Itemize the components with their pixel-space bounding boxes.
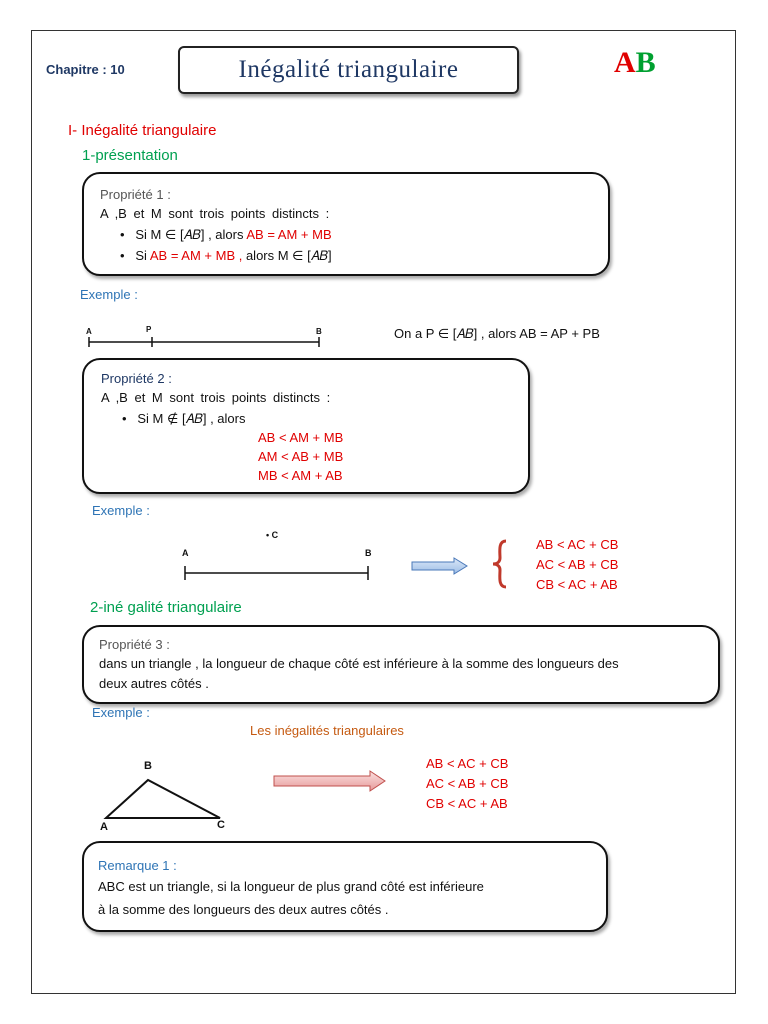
point-b-label: B <box>365 548 372 558</box>
curly-brace-icon <box>488 538 512 590</box>
property-1-bullet-1: • Si M ∈ [𝐴𝐵] , alors AB = AM + MB <box>120 227 332 242</box>
property-1-statement: A ,B et M sont trois points distincts : <box>100 206 330 221</box>
remark-line-2: à la somme des longueurs des deux autres côtés . <box>98 902 389 917</box>
triangle-abc-figure <box>96 770 232 830</box>
property-3-line-1: dans un triangle , la longueur de chaque côté est inférieure à la somme des longueurs des <box>99 656 619 671</box>
example-3-inequality-3: CB < AC + AB <box>426 796 508 811</box>
example-2-inequality-1: AB < AC + CB <box>536 537 619 552</box>
property-3-line-2: deux autres côtés . <box>99 676 209 691</box>
example-2-inequality-3: CB < AC + AB <box>536 577 618 592</box>
example-3-caption: Les inégalités triangulaires <box>250 723 404 738</box>
property-2-statement: A ,B et M sont trois points distincts : <box>101 390 331 405</box>
point-b-label: B <box>316 327 322 336</box>
example-3-inequality-1: AB < AC + CB <box>426 756 509 771</box>
arrow-right-icon <box>272 769 388 793</box>
example-3-inequality-2: AC < AB + CB <box>426 776 509 791</box>
example-3-label: Exemple : <box>92 705 150 720</box>
chapter-label: Chapitre : 10 <box>46 62 125 77</box>
example-1-label: Exemple : <box>80 287 138 302</box>
triangle-vertex-c: C <box>217 819 225 831</box>
property-2-title: Propriété 2 : <box>101 371 172 386</box>
remark-title: Remarque 1 : <box>98 858 177 873</box>
segment-ab-figure <box>180 562 374 582</box>
title-box <box>178 46 519 94</box>
arrow-right-icon <box>410 556 470 576</box>
triangle-vertex-b: B <box>144 760 152 772</box>
triangle-vertex-a: A <box>100 821 108 833</box>
segment-apb-figure <box>84 324 328 350</box>
page-title: Inégalité triangulaire <box>238 56 459 83</box>
example-2-inequality-2: AC < AB + CB <box>536 557 619 572</box>
point-p-label: P <box>146 325 152 334</box>
remark-box <box>82 841 608 932</box>
point-a-label: A <box>182 548 189 558</box>
remark-line-1: ABC est un triangle, si la longueur de plus grand côté est inférieure <box>98 879 484 894</box>
property-3-box <box>82 625 720 704</box>
property-3-title: Propriété 3 : <box>99 637 170 652</box>
subsection-presentation: 1-présentation <box>82 147 178 164</box>
section-heading: I- Inégalité triangulaire <box>68 122 217 139</box>
property-2-bullet: • Si M ∉ [𝐴𝐵] , alors <box>122 411 246 426</box>
property-1-title: Propriété 1 : <box>100 187 171 202</box>
point-c-label: • C <box>266 530 279 540</box>
ab-logo: AB <box>614 46 656 79</box>
example-2-label: Exemple : <box>92 503 150 518</box>
subsection-triangle-inequality: 2-iné galité triangulaire <box>90 599 242 616</box>
property-2-box <box>82 358 530 494</box>
property-1-box <box>82 172 610 276</box>
point-a-label: A <box>86 327 92 336</box>
example-1-statement: On a P ∈ [𝐴𝐵] , alors AB = AP + PB <box>394 326 600 341</box>
property-1-bullet-2: • Si AB = AM + MB , alors M ∈ [𝐴𝐵] <box>120 248 332 263</box>
property-2-inequality-3: MB < AM + AB <box>258 468 343 483</box>
property-2-inequality-1: AB < AM + MB <box>258 430 344 445</box>
property-2-inequality-2: AM < AB + MB <box>258 449 344 464</box>
